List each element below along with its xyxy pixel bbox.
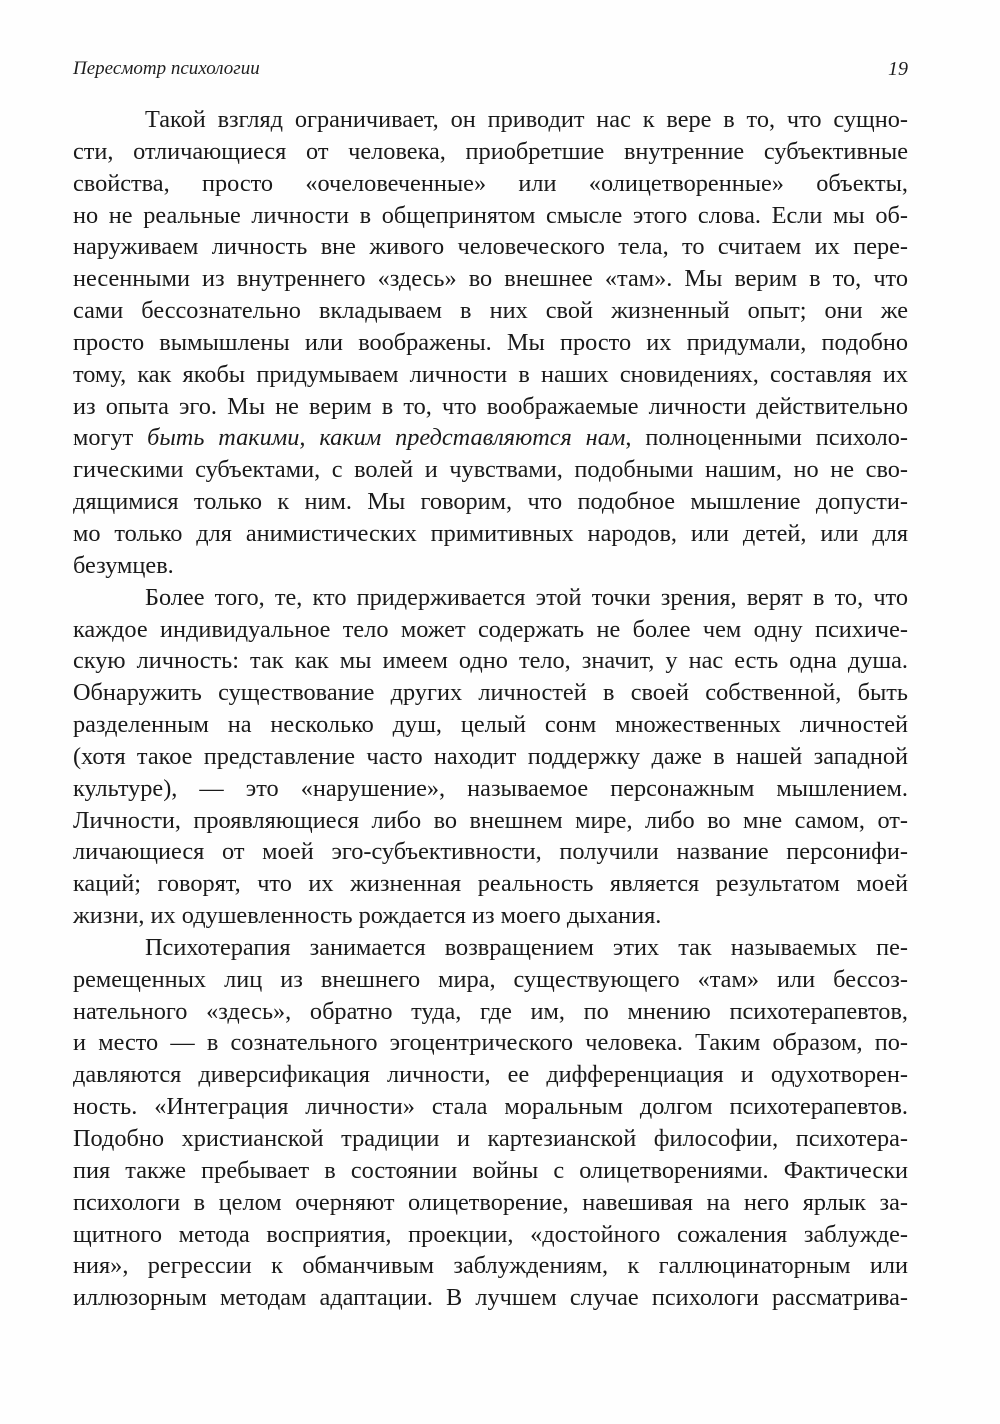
- text-line: Такой взгляд ограничивает, он приводит нас к вере в то, что сущно-: [145, 106, 908, 133]
- text-line: жизни, их одушевленность рождается из моего дыхания.: [73, 902, 662, 930]
- text-line: Подобно христианской традиции и картезианской философии, психотера-: [73, 1125, 908, 1152]
- running-head-title: Пересмотр психологии: [73, 58, 260, 79]
- text-line: свойства, просто «очеловеченные» или «олицетворенные» объекты,: [73, 169, 908, 197]
- text-line: (хотя такое представление часто находит поддержку даже в нашей западной: [73, 742, 908, 770]
- running-header: [73, 58, 908, 86]
- text-line: Более того, те, кто придерживается этой точки зрения, верят в то, что: [145, 583, 908, 611]
- text-line: нательного «здесь», обратно туда, где им, по мнению психотерапевтов,: [73, 997, 908, 1025]
- text-line: ремещенных лиц из внешнего мира, существующего «там» или бессоз-: [73, 965, 908, 993]
- text-line: сами бессознательно вкладываем в них свой жизненный опыт; они же: [73, 297, 908, 325]
- text-line: психологи в целом очерняют олицетворение, навешивая на него ярлык за-: [73, 1188, 908, 1216]
- text-line: мо только для анимистических примитивных народов, или детей, или для: [73, 519, 908, 547]
- text-line: гическими субъектами, с волей и чувствами, подобными нашим, но не сво-: [73, 456, 908, 484]
- text-line: наруживаем личность вне живого человеческого тела, то считаем их пере-: [73, 233, 908, 261]
- text-line: каций; говорят, что их жизненная реальность является результатом моей: [73, 870, 908, 898]
- text-line: пия также пребывает в состоянии войны с олицетворениями. Фактически: [73, 1156, 908, 1184]
- text-line: но не реальные личности в общепринятом смысле этого слова. Если мы об-: [73, 201, 908, 229]
- text-line: иллюзорным методам адаптации. В лучшем случае психологи рассматрива-: [73, 1284, 908, 1312]
- text-line: ния», регрессии к обманчивым заблуждениям, к галлюцинаторным или: [73, 1252, 908, 1280]
- text-line: сти, отличающиеся от человека, приобретшие внутренние субъективные: [73, 137, 908, 165]
- text-line: дящимися только к ним. Мы говорим, что подобное мышление допусти-: [73, 488, 908, 516]
- text-line: просто вымышлены или воображены. Мы просто их придумали, подобно: [73, 328, 908, 356]
- text-line: личающиеся от моей эго-субъективности, получили название персонифи-: [73, 838, 908, 866]
- text-line: Обнаружить существование других личностей в своей собственной, быть: [73, 679, 908, 707]
- text-line: из опыта эго. Мы не верим в то, что воображаемые личности действительно: [73, 392, 908, 420]
- text-line: Психотерапия занимается возвращением этих так называемых пе-: [145, 933, 908, 961]
- page-number: 19: [888, 58, 908, 80]
- text-line: безумцев.: [73, 551, 174, 579]
- body-text: [73, 104, 908, 1314]
- text-line-with-emphasis: [73, 422, 908, 454]
- text-line: ность. «Интеграция личности» стала моральным долгом психотерапевтов.: [73, 1093, 908, 1121]
- paragraph: [73, 104, 908, 582]
- text-line: и место — в сознательного эгоцентрического человека. Таким образом, по-: [73, 1029, 908, 1057]
- text-line: несенными из внутреннего «здесь» во внешнее «там». Мы верим в то, что: [73, 265, 908, 293]
- text-line: скую личность: так как мы имеем одно тело, значит, у нас есть одна душа.: [73, 647, 908, 675]
- text-line: тому, как якобы придумываем личности в наших сновидениях, составляя их: [73, 360, 908, 388]
- italic-emphasis: быть такими, каким представляются нам: [147, 424, 626, 452]
- paragraph: [73, 932, 908, 1314]
- text-line: давляются диверсификация личности, ее дифференциация и одухотворен-: [73, 1061, 908, 1089]
- text-run: , полноценными психоло-: [625, 424, 908, 452]
- text-line: культуре), — это «нарушение», называемое персонажным мышлением.: [73, 774, 908, 802]
- text-line: разделенным на несколько душ, целый сонм множественных личностей: [73, 711, 908, 739]
- text-line: Личности, проявляющиеся либо во внешнем мире, либо во мне самом, от-: [73, 806, 908, 834]
- text-line: каждое индивидуальное тело может содержать не более чем одну психиче-: [73, 615, 908, 643]
- text-line: щитного метода восприятия, проекции, «достойного сожаления заблужде-: [73, 1220, 908, 1248]
- text-run: могут: [73, 424, 148, 452]
- paragraph: [73, 582, 908, 932]
